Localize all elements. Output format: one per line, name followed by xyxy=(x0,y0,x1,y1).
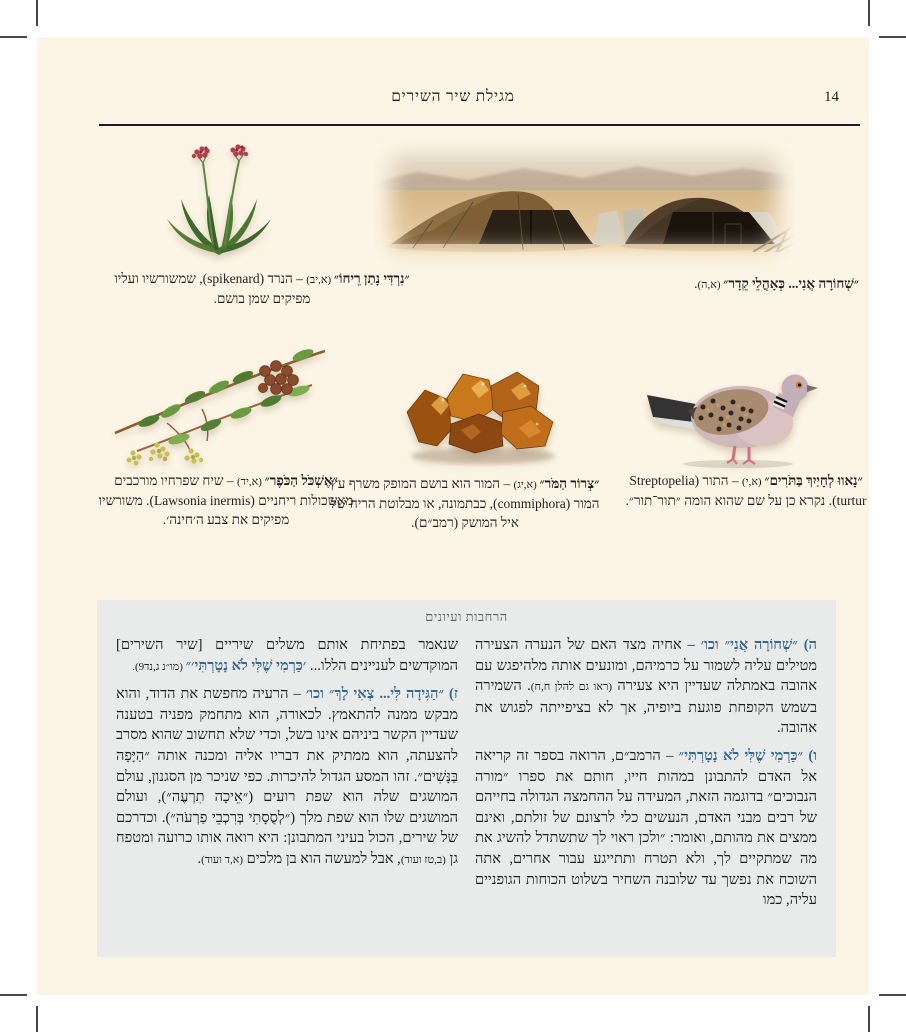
caption-henna xyxy=(92,471,360,529)
crop-mark-top-right-vertical xyxy=(868,0,870,26)
paragraph-he xyxy=(475,635,817,739)
crop-mark-bottom-left-vertical xyxy=(36,1006,38,1032)
paragraph-text: – אחיה מצד האם של הנערה הצעירה מטילים עליה לשמור על כרמיהם, ומונעים אותה מלהיפגש עם אהובה באמתלה שעדיין היא צעירה xyxy=(475,637,817,695)
caption-tent xyxy=(507,274,859,294)
paragraph-text: , אבל למעשה הוא בן מלכים xyxy=(243,850,401,867)
caption-myrrh xyxy=(329,474,601,532)
caption-verse: ״נִרְדִּי נָתַן רֵיחוֹ״ xyxy=(333,271,410,286)
paragraph-text: שנאמר בפתיחת אותם משלים שיריים [שיר השירים] המוקדשים לעניינים הללו... xyxy=(116,637,458,674)
expansions-columns xyxy=(97,625,836,911)
paragraph-lemma: ה) ״שְׁחוֹרָה אֲנִי״ וכו׳ xyxy=(700,637,817,653)
figure-spikenard xyxy=(157,137,282,267)
caption-verse-ref: (א,י) xyxy=(742,476,765,488)
myrrh-resin-image xyxy=(391,350,576,470)
page-number: 14 xyxy=(824,89,839,105)
inline-reference: (מו״נ ג,נד9). xyxy=(132,660,186,673)
figure-henna xyxy=(107,333,335,471)
caption-verse: ״אֶשְׁכֹּל הַכֹּפֶר״ xyxy=(264,473,338,488)
caption-verse-ref: (א,יג) xyxy=(513,479,540,491)
caption-body: – המור הוא בושם המופק משרף עץ המור (commiphora), כבתמונה, או מבלוטת הריח של איל המושק (רמב״ם). xyxy=(330,476,600,530)
paragraph-text: – הרמב״ם, הרואה בספר זה קריאה אל האדם להתבונן במהות חייו, חותם את ספרו ״מורה הנבוכים״ בדוגמה הזאת, המעידה על ההחמצה הגדולה בחייהם של רבים מבני האדם, הנעשים כלי לרצונם של זולתם, ואינם ממצים את מהותם, ואומר: ״ולכן ראוי לך שתשתדל להשיג את מה שמתקיים לך, ולא תטרח ותתייגע עבור אחרים, אתה השוכח את נפשך עד שלובנה השחיר בשלוט הכוחות הגופניים עליה, כמו xyxy=(475,747,817,909)
expansions-box xyxy=(97,600,836,957)
turtle-dove-image xyxy=(643,355,821,470)
paragraph-vav-continuation xyxy=(116,635,458,677)
photo-feathered-edge xyxy=(373,140,795,270)
paragraph-zayin xyxy=(116,684,458,870)
inline-reference: (ראו גם להלן ח,ח) xyxy=(530,681,613,694)
figure-myrrh xyxy=(391,350,576,470)
caption-body: – התור (Streptopelia turtur). נקרא כן על שם שהוא הומה ״תור־תור״. xyxy=(625,473,867,508)
caption-dove xyxy=(625,471,867,510)
inline-reference: (א,ד ועוד) xyxy=(201,853,244,866)
caption-verse-ref: (א,יד) xyxy=(237,476,265,488)
paragraph-lemma: ו) ״כַּרְמִי שֶׁלִּי לֹא נָטָרְתִּי״ xyxy=(678,747,817,764)
paragraph-text: – הרעיה מחפשת את הדוד, והוא מבקש ממנה להתאמץ. לכאורה, הוא מתחמק מפניה בטענה שעדיין הקשר ביניהם אינו בשל, וכדי שלא תחשוב שהוא מסרב להצעתה, הוא ממתיק את דבריו אליה ומכנה אותה ״הַיָּפָה בַּנָּשִׁים״. זהו המסע הגדול להיכרות. כפי שניכר מן הסגנון, עולם המושגים שלה הוא שפת רועים (״אֵיכָה תִרְעֶה״), ועולם המושגים שלו הוא שפת מלך (״לְסֻסָתִי בְּרִכְבֵי פַרְעֹה״). וכדרכם של שירים, הכול בעיני המתבונן: היא רואה אותו כרועה ומטפח גן xyxy=(116,686,458,867)
expansions-column-right xyxy=(475,635,817,911)
crop-mark-bottom-left-horizontal xyxy=(0,994,27,996)
caption-verse: ״צְרוֹר הַמֹּר״ xyxy=(539,476,600,491)
caption-body: – שיח שפרחיו מורכבים מאשכולות ריחניים (Lawsonia inermis). משורשיו מפיקים את צבע ה׳חינה׳. xyxy=(98,473,354,527)
paragraph-text: . השמירה בשמש הקופחת פוגעת ביופיה, אך לא בציפייתה לפגוש את אהובה. xyxy=(475,678,817,737)
expansions-title: הרחבות ועיונים xyxy=(425,609,508,624)
page-header-title: מגילת שיר השירים xyxy=(391,88,515,105)
crop-mark-bottom-right-vertical xyxy=(868,1006,870,1032)
expansions-column-left xyxy=(116,635,458,911)
caption-body: – הנרד (spikenard), שמשורשיו ועליו מפיקים שמן בושם. xyxy=(114,271,311,306)
book-page xyxy=(37,37,869,995)
paragraph-lemma: ז) ״הַגִּידָה לִּי... צְאִי לָךְ״ וכו׳ xyxy=(305,686,458,703)
inline-reference: (ב,טז ועוד) xyxy=(400,853,446,866)
caption-spikenard xyxy=(97,269,427,308)
henna-branches-image xyxy=(107,333,335,471)
caption-body: . xyxy=(694,276,698,291)
crop-mark-top-left-horizontal xyxy=(0,36,27,38)
caption-verse-ref: (א,יב) xyxy=(306,274,334,286)
paragraph-vav xyxy=(475,746,817,911)
caption-verse: ״נָאווּ לְחָיַיִךְ בַּתֹּרִים״ xyxy=(764,473,863,488)
header-rule xyxy=(99,124,860,126)
crop-mark-top-left-vertical xyxy=(36,0,38,26)
caption-verse-ref: (א,ה) xyxy=(697,279,724,291)
crop-mark-top-right-horizontal xyxy=(879,36,906,38)
paragraph-text: . xyxy=(197,850,202,867)
caption-verse: ״שְׁחוֹרָה אֲנִי... כְּאָהֳלֵי קֵדָר״ xyxy=(723,276,859,291)
crop-mark-bottom-right-horizontal xyxy=(879,994,906,996)
spikenard-plant-image xyxy=(157,137,282,267)
verse-quote: ׳כַּרְמִי שֶׁלִּי לֹא נָטָרְתִּי׳״ xyxy=(185,657,307,674)
figure-tent xyxy=(373,140,795,270)
figure-dove xyxy=(643,355,821,470)
